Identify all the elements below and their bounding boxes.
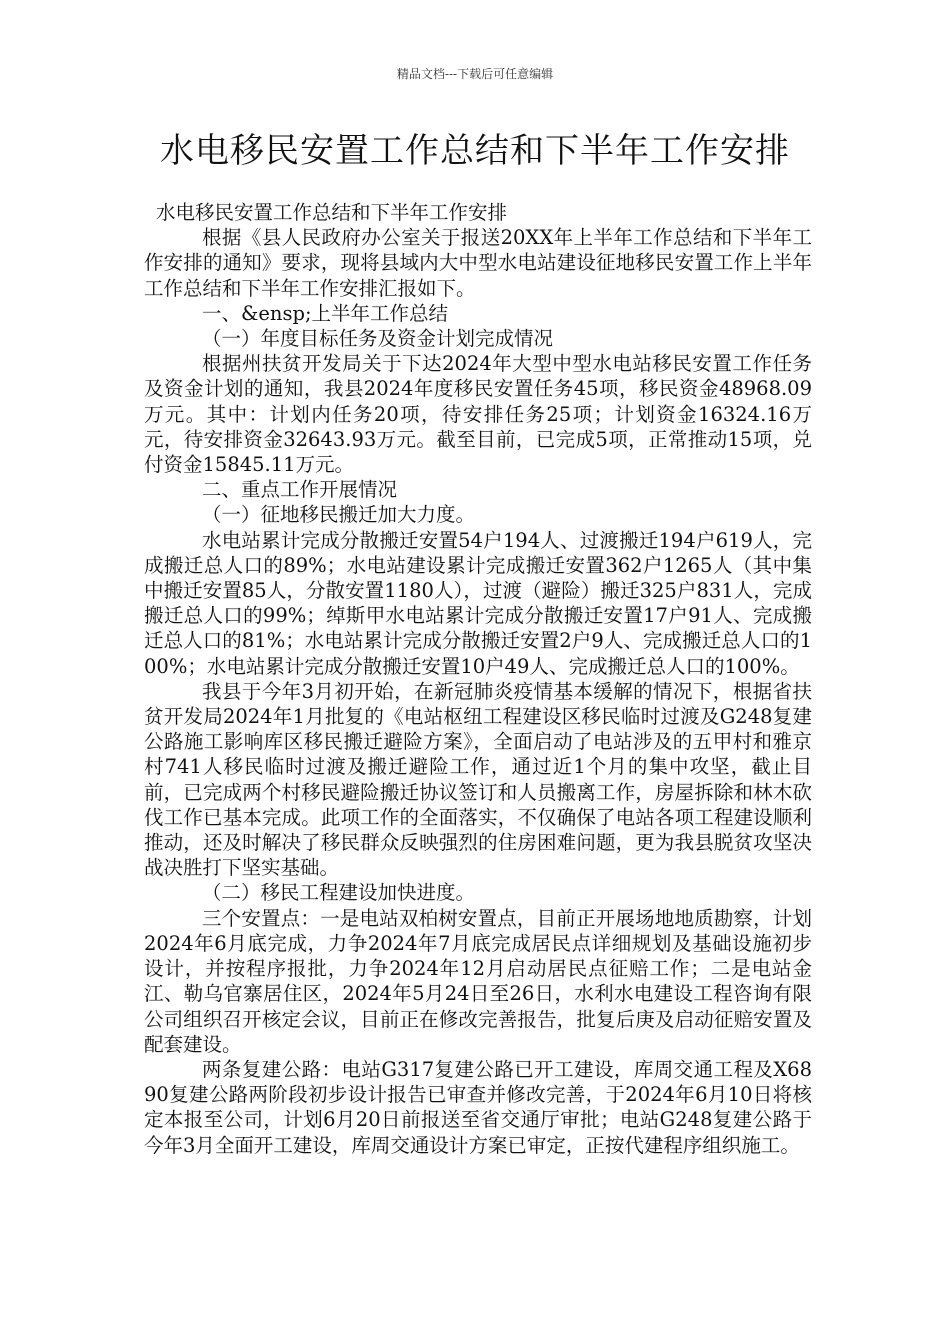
intro-paragraph: 根据《县人民政府办公室关于报送20XX年上半年工作总结和下半年工作安排的通知》要求，现将县域内大中型水电站建设征地移民安置工作上半年工作总结和下半年工作安排汇报如下。 — [144, 226, 812, 300]
paragraph-relocation-stats: 水电站累计完成分散搬迁安置54户194人、过渡搬迁194户619人，完成搬迁总人口的89%；水电站建设累计完成搬迁安置362户1265人（其中集中搬迁安置85人，分散安置1180人），过渡（避险）搬迁325户831人，完成搬迁总人口的99%；绰斯甲水电站累计完成分散搬迁安置17户91人、完成搬迁总人口的81%；水电站累计完成分散搬迁安置2户9人、完成搬迁总人口的100%；水电站累计完成分散搬迁安置10户49人、完成搬迁总人口的100%。 — [144, 528, 812, 678]
subsection-heading-2-1: （一）征地移民搬迁加大力度。 — [202, 503, 476, 527]
paragraph-highways: 两条复建公路：电站G317复建公路已开工建设，库周交通工程及X6890复建公路两阶段初步设计报告已审查并修改完善，于2024年6月10日将核定本报至公司，计划6月20日前报送至省交通厅审批；电站G248复建公路于今年3月全面开工建设，库周交通设计方案已审定，正按代建程序组织施工。 — [144, 1057, 812, 1157]
subsection-heading-1-1: （一）年度目标任务及资金计划完成情况 — [202, 327, 554, 351]
document-subtitle: 水电移民安置工作总结和下半年工作安排 — [156, 201, 508, 224]
page-header-note: 精品文档---下载后可任意编辑 — [396, 67, 554, 81]
paragraph-targets-funds: 根据州扶贫开发局关于下达2024年大型中型水电站移民安置工作任务及资金计划的通知，我县2024年度移民安置任务45项，移民资金48968.09万元。其中：计划内任务20项，待安排任务25项；计划资金16324.16万元，待安排资金32643.93万元。截至目前，已完成5项，正常推动15项，兑付资金15845.11万元。 — [144, 352, 812, 477]
subsection-heading-2-2: （二）移民工程建设加快进度。 — [202, 881, 476, 905]
section-heading-1: 一、&ensp;上半年工作总结 — [202, 301, 449, 325]
paragraph-relocation-work: 我县于今年3月初开始，在新冠肺炎疫情基本缓解的情况下，根据省扶贫开发局2024年1月批复的《电站枢纽工程建设区移民临时过渡及G248复建公路施工影响库区移民搬迁避险方案》，全面启动了电站涉及的五甲村和雅京村741人移民临时过渡及搬迁避险工作，通过近1个月的集中攻坚，截止目前，已完成两个村移民避险搬迁协议签订和人员搬离工作，房屋拆除和林木砍伐工作已基本完成。此项工作的全面落实，不仅确保了电站各项工程建设顺利推动，还及时解决了移民群众反映强烈的住房困难问题，更为我县脱贫攻坚决战决胜打下坚实基础。 — [144, 679, 812, 880]
document-title: 水电移民安置工作总结和下半年工作安排 — [160, 131, 790, 171]
paragraph-resettlement-sites: 三个安置点：一是电站双柏树安置点，目前正开展场地地质勘察，计划2024年6月底完成，力争2024年7月底完成居民点详细规划及基础设施初步设计，并按程序报批，力争2024年12月启动居民点征赔工作；二是电站金江、勒乌官寨居住区，2024年5月24日至26日，水利水电建设工程咨询有限公司组织召开核定会议，目前正在修改完善报告，批复后庚及启动征赔安置及配套建设。 — [144, 906, 812, 1056]
section-heading-2: 二、重点工作开展情况 — [202, 478, 398, 502]
document-body — [144, 200, 812, 1158]
